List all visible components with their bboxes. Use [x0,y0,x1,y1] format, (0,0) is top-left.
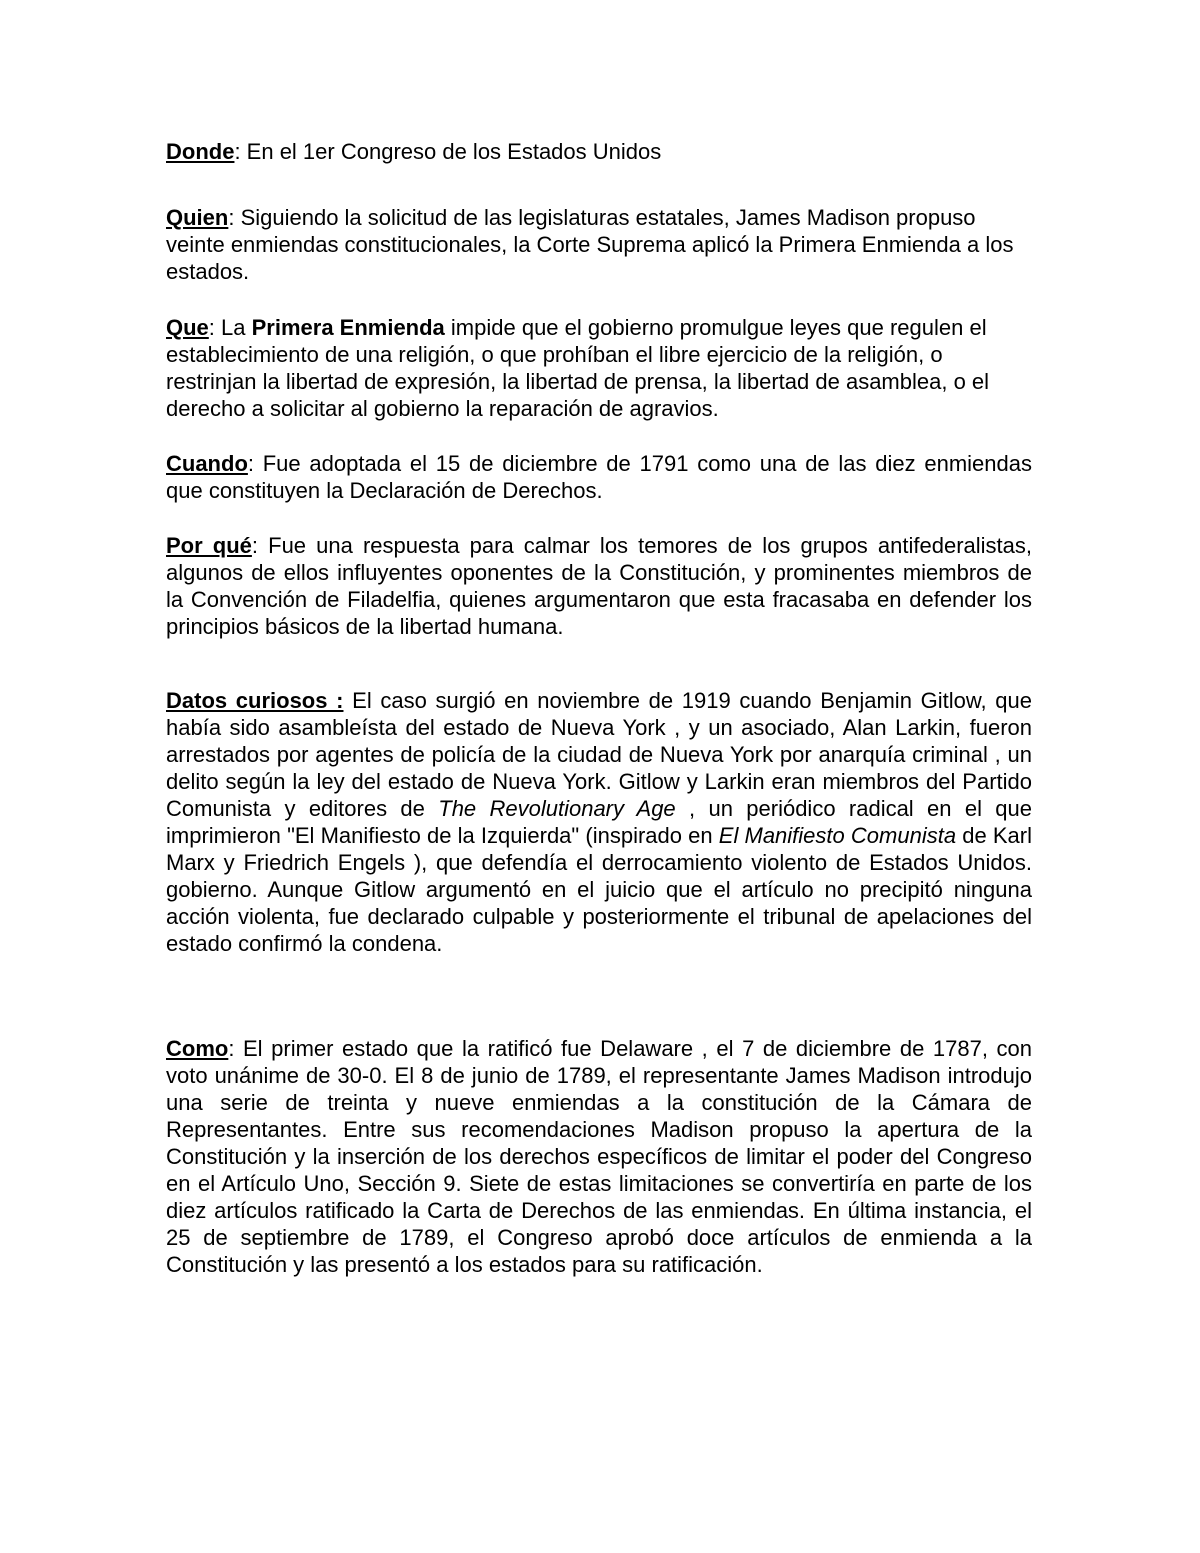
paragraph-cuando [166,450,1032,504]
paragraph-por-que [166,532,1032,640]
heading-cuando: Cuando [166,451,248,476]
text-datos-a: El caso surgió en noviembre de 1919 cuando Benjamin Gitlow, que había sido asambleísta del estado de Nueva York , y un asociado, Alan Larkin, fueron arrestados por agentes de policía de la ciudad de Nueva York por anarquía criminal , un delito según la ley del estado de Nueva York. Gitlow y Larkin eran miembros del Partido Comunista y editores de [166,688,1032,821]
text-datos-c: de Karl Marx y Friedrich Engels ), que defendía el derrocamiento violento de Estados Unidos. gobierno. Aunque Gitlow argumentó en el juicio que el artículo no precipitó ninguna acción violenta, fue declarado culpable y posteriormente el tribunal de apelaciones del estado confirmó la condena. [166,823,1032,956]
heading-por-que: Por qué [166,533,252,558]
heading-datos-curiosos: Datos curiosos : [166,688,344,713]
heading-que: Que [166,315,209,340]
text-por-que: : Fue una respuesta para calmar los temores de los grupos antifederalistas, algunos de ellos influyentes oponentes de la Constitución, y prominentes miembros de la Convención de Filadelfia, quienes argumentaron que esta fracasaba en defender los principios básicos de la libertad humana. [166,533,1032,639]
heading-quien: Quien [166,205,229,230]
heading-donde: Donde [166,139,235,164]
paragraph-que [166,314,1032,422]
text-quien: : Siguiendo la solicitud de las legislaturas estatales, James Madison propuso veinte enmiendas constitucionales, la Corte Suprema aplicó la Primera Enmienda a los estados. [166,205,1014,284]
paragraph-como [166,1035,1032,1278]
text-que-bold: Primera Enmienda [251,315,445,340]
text-como: : El primer estado que la ratificó fue Delaware , el 7 de diciembre de 1787, con voto unánime de 30-0. El 8 de junio de 1789, el representante James Madison introdujo una serie de treinta y nueve enmiendas a la constitución de la Cámara de Representantes. Entre sus recomendaciones Madison propuso la apertura de la Constitución y la inserción de los derechos específicos de limitar el poder del Congreso en el Artículo Uno, Sección 9. Siete de estas limitaciones se convertiría en parte de los diez artículos ratificado la Carta de Derechos de las enmiendas. En última instancia, el 25 de septiembre de 1789, el Congreso aprobó doce artículos de enmienda a la Constitución y las presentó a los estados para su ratificación. [166,1036,1032,1277]
text-cuando: : Fue adoptada el 15 de diciembre de 1791 como una de las diez enmiendas que constituyen la Declaración de Derechos. [166,451,1032,503]
text-datos-italic-a: The Revolutionary Age [438,796,676,821]
paragraph-quien [166,204,1032,285]
paragraph-donde [166,138,1032,165]
heading-como: Como [166,1036,229,1061]
text-datos-b: , un periódico radical en el que imprimieron "El Manifiesto de la Izquierda" (inspirado en [166,796,1033,848]
text-que-body: impide que el gobierno promulgue leyes que regulen el establecimiento de una religión, o que prohíban el libre ejercicio de la religión, o restrinjan la libertad de expresión, la libertad de prensa, la libertad de asamblea, o el derecho a solicitar al gobierno la reparación de agravios. [166,315,990,421]
text-que-intro: : La [208,315,252,340]
text-donde: : En el 1er Congreso de los Estados Unidos [234,139,662,164]
text-datos-italic-b: El Manifiesto Comunista [718,823,957,848]
paragraph-datos-curiosos [166,687,1032,957]
